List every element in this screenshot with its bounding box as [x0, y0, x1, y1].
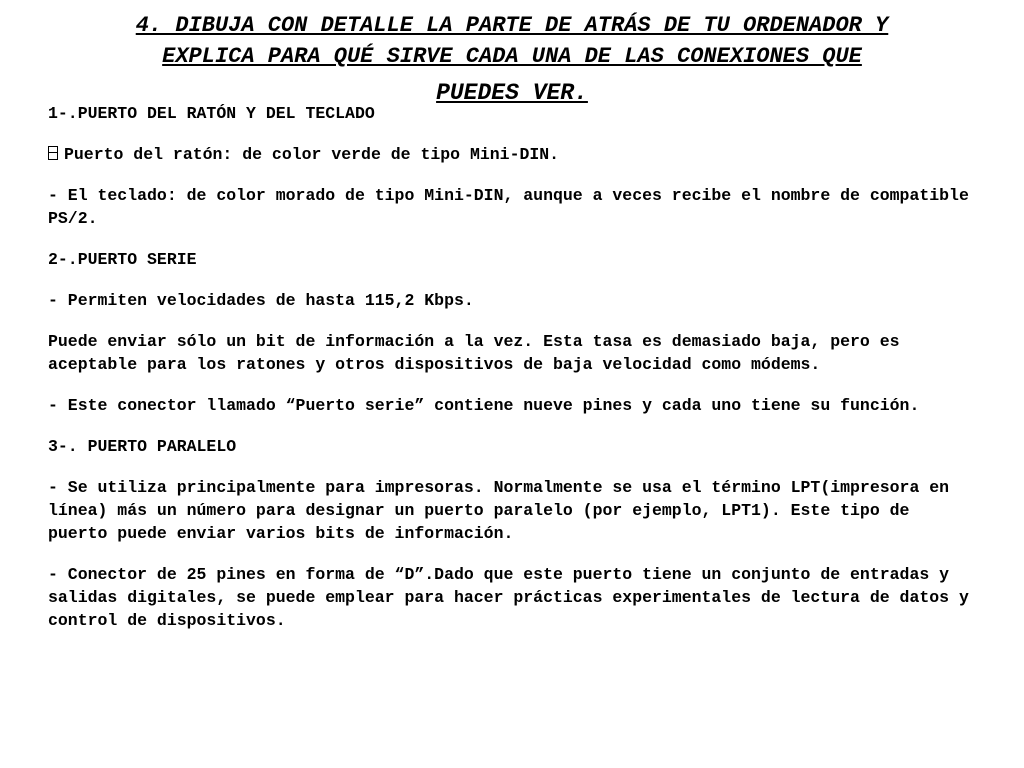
section-heading-parallel-port: 3-. PUERTO PARALELO — [48, 437, 237, 456]
missing-glyph-bullet-icon — [48, 146, 58, 160]
title-line-3: PUEDES VER. — [436, 80, 588, 106]
bullet-mouse-port-text: Puerto del ratón: de color verde de tipo Mini-DIN. — [64, 145, 560, 164]
paragraph-keyboard: - El teclado: de color morado de tipo Mini-DIN, aunque a veces recibe el nombre de compatible PS/2. — [48, 186, 969, 228]
paragraph-parallel-printers: - Se utiliza principalmente para impresoras. Normalmente se usa el término LPT(impresora en línea) más un número para designar un puerto paralelo (por ejemplo, LPT1). Este tipo de puerto puede enviar varios bits de información. — [48, 478, 950, 543]
title-line-2: EXPLICA PARA QUÉ SIRVE CADA UNA DE LAS CONEXIONES QUE — [162, 44, 862, 69]
paragraph-parallel-connector: - Conector de 25 pines en forma de “D”.Dado que este puerto tiene un conjunto de entradas y salidas digitales, se puede emplear para hacer prácticas experimentales de lectura de datos y control de dispositivos. — [48, 565, 969, 630]
section-heading-mouse-keyboard: 1-.PUERTO DEL RATÓN Y DEL TECLADO — [48, 104, 375, 123]
bullet-mouse-port — [48, 143, 978, 166]
slide-body — [48, 102, 978, 650]
paragraph-serial-pins: - Este conector llamado “Puerto serie” contiene nueve pines y cada uno tiene su función. — [48, 396, 920, 415]
title-line-1: 4. DIBUJA CON DETALLE LA PARTE DE ATRÁS DE TU ORDENADOR Y — [135, 13, 889, 38]
slide-title — [40, 10, 984, 106]
paragraph-serial-speed: - Permiten velocidades de hasta 115,2 Kbps. — [48, 291, 474, 310]
paragraph-serial-bits: Puede enviar sólo un bit de información a la vez. Esta tasa es demasiado baja, pero es aceptable para los ratones y otros dispositivos de baja velocidad como módems. — [48, 332, 900, 374]
section-heading-serial-port: 2-.PUERTO SERIE — [48, 250, 197, 269]
